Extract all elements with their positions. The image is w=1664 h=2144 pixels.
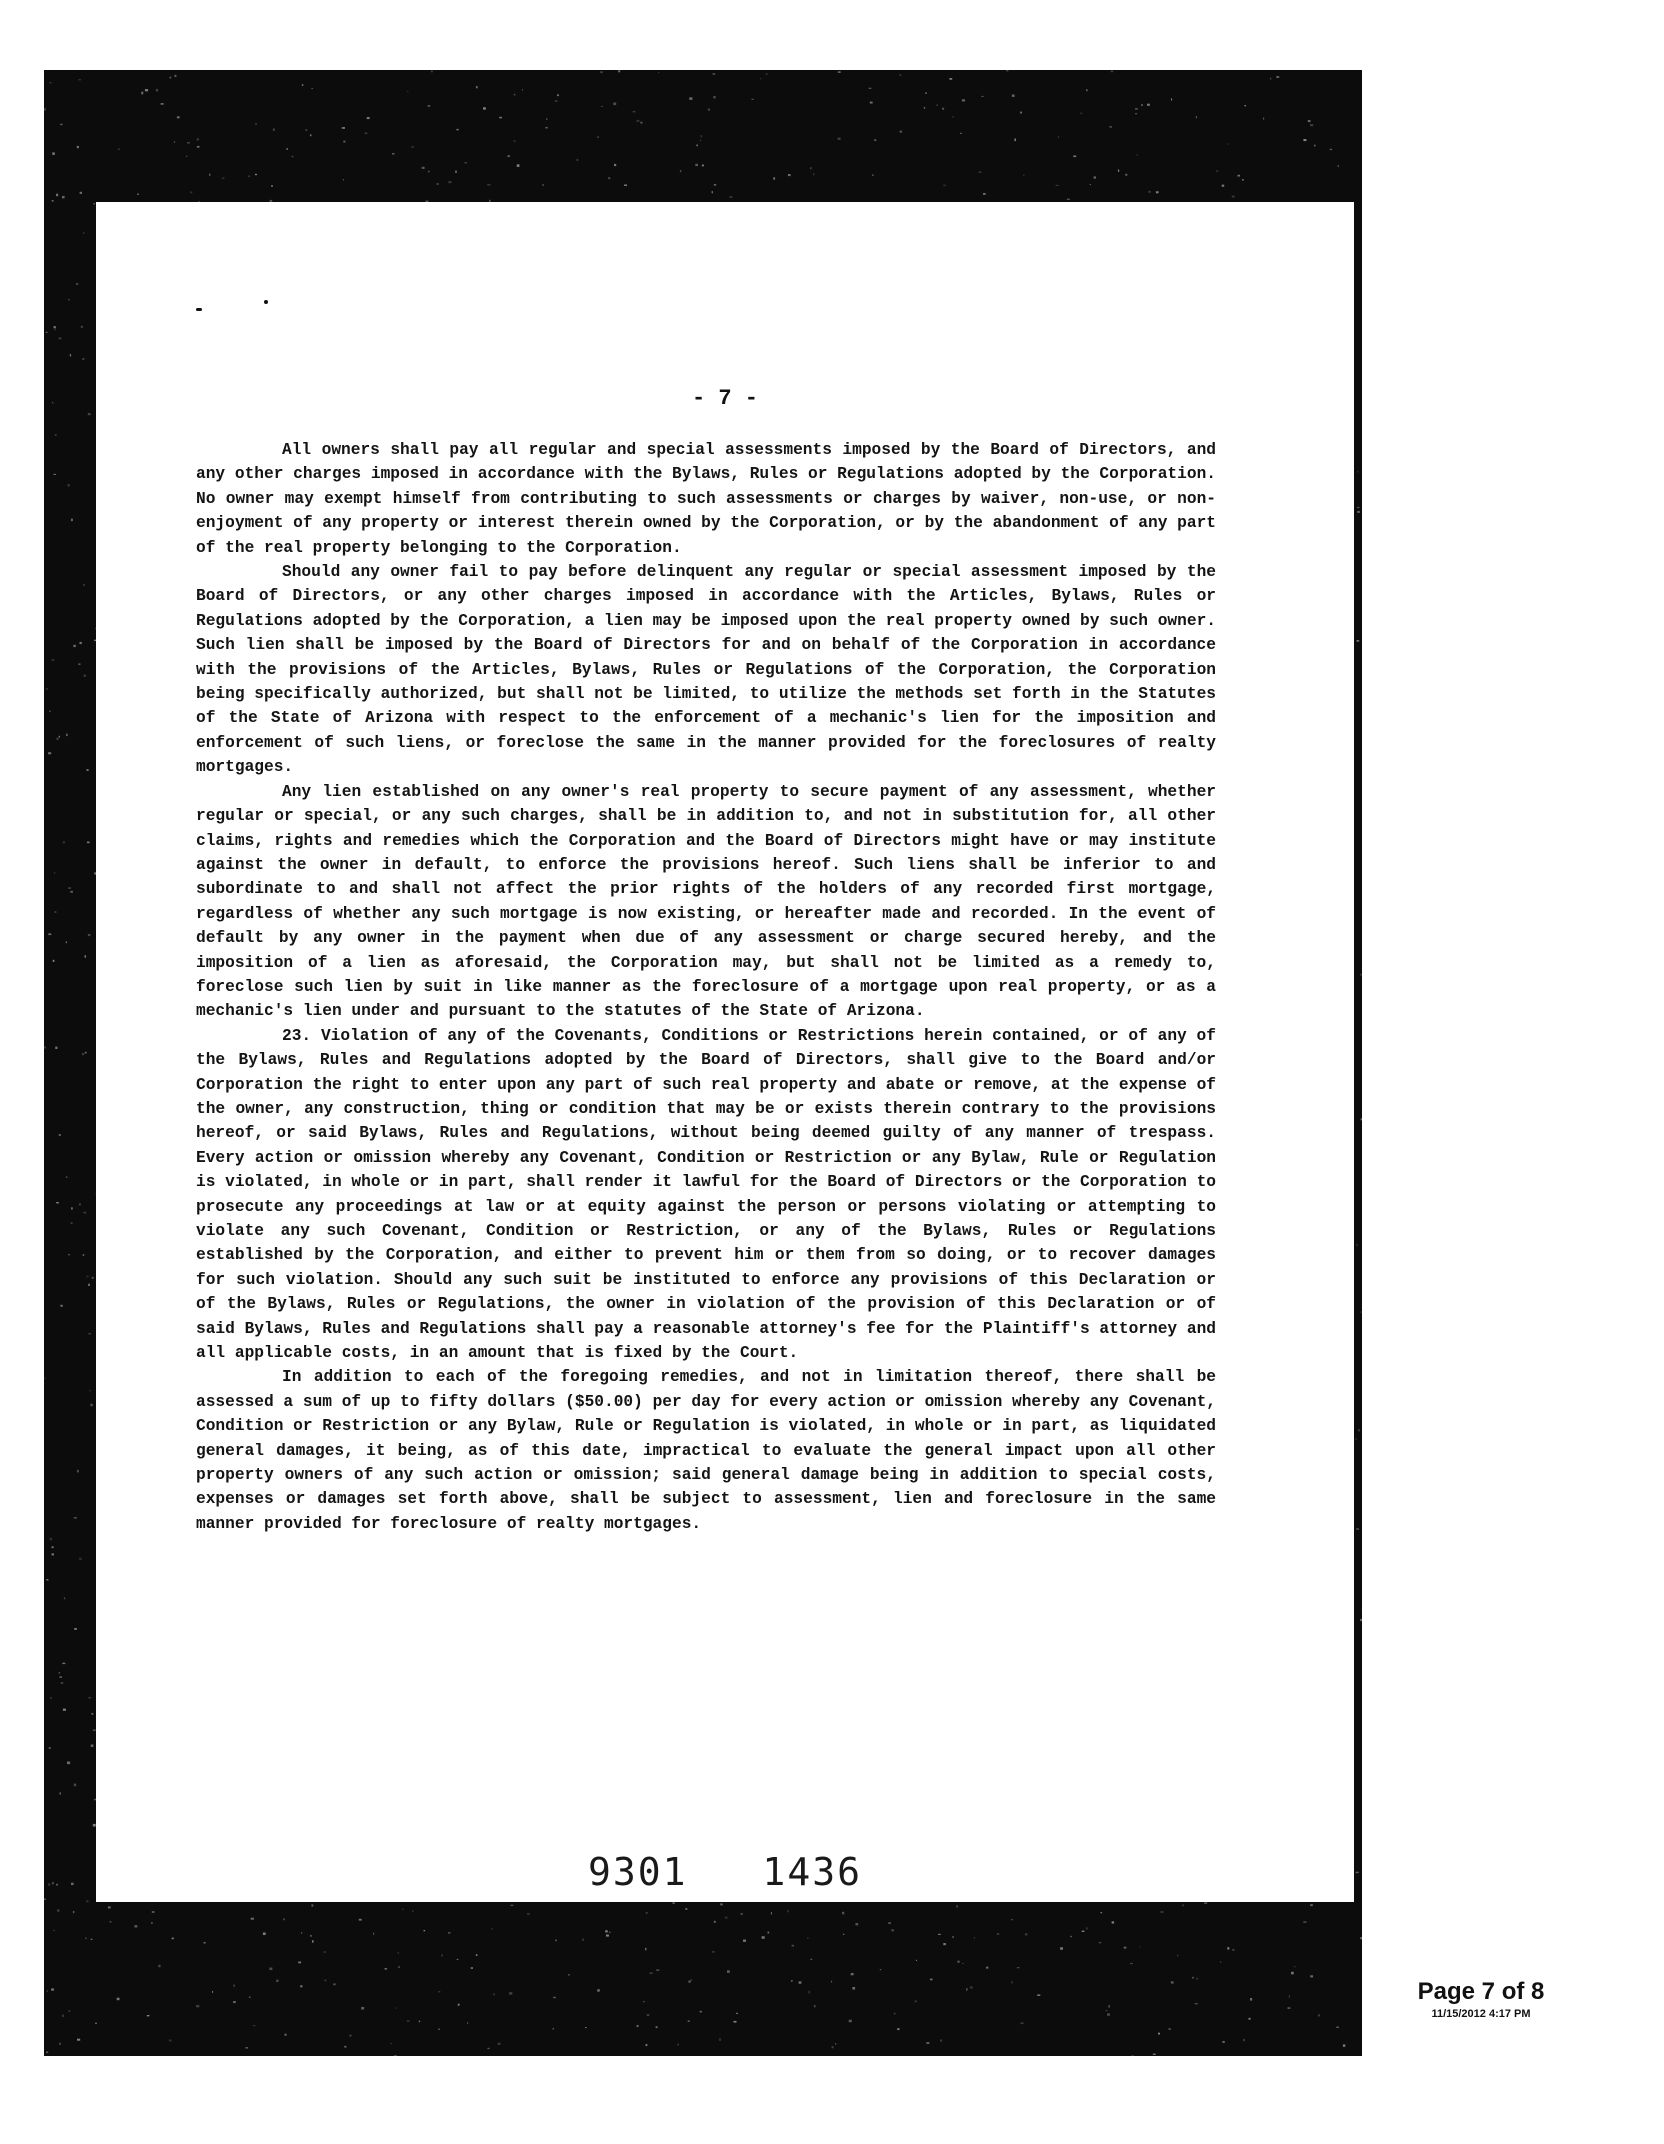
paragraph: All owners shall pay all regular and special assessments imposed by the Board of Directors, and any other charges imposed in accordance with the Bylaws, Rules or Regulations adopted by the Corporation. No owner may exempt himself from contributing to such assessments or charges by waiver, non-use, or non-enjoyment of any property or interest therein owned by the Corporation, or by the abandonment of any part of the real property belonging to the Corporation. xyxy=(196,441,1216,557)
paragraph: In addition to each of the foregoing remedies, and not in limitation thereof, there shall be assessed a sum of up to fifty dollars ($50.00) per day for every action or omission whereby any Covenant, Condition or Restriction or any Bylaw, Rule or Regulation is violated, in whole or in part, as liquidated general damages, it being, as of this date, impractical to evaluate the general impact upon all other property owners of any such action or omission; said general damage being in addition to special costs, expenses or damages set forth above, shall be subject to assessment, lien and foreclosure in the same manner provided for foreclosure of realty mortgages. xyxy=(196,1368,1216,1533)
recording-stamp: 9301 1436 xyxy=(588,1850,862,1894)
stray-mark xyxy=(264,300,268,304)
paragraph: 23. Violation of any of the Covenants, Conditions or Restrictions herein contained, or of any of the Bylaws, Rules and Regulations adopted by the Board of Directors, shall give to the Board and/or Corporation the right to enter upon any part of such real property and abate or remove, at the expense of the owner, any construction, thing or condition that may be or exists therein contrary to the provisions hereof, or said Bylaws, Rules and Regulations, without being deemed guilty of any manner of trespass. Every action or omission whereby any Covenant, Condition or Restriction or any Bylaw, Rule or Regulation is violated, in whole or in part, shall render it lawful for the Board of Directors or the Corporation to prosecute any proceedings at law or at equity against the person or persons violating or attempting to violate any such Covenant, Condition or Restriction, or any of the Bylaws, Rules or Regulations established by the Corporation, and either to prevent him or them from so doing, or to recover damages for such violation. Should any such suit be instituted to enforce any provisions of this Declaration or of the Bylaws, Rules or Regulations, the owner in violation of the provision of this Declaration or of said Bylaws, Rules and Regulations shall pay a reasonable attorney's fee for the Plaintiff's attorney and all applicable costs, in an amount that is fixed by the Court. xyxy=(196,1026,1216,1363)
print-timestamp: 11/15/2012 4:17 PM xyxy=(1431,2008,1531,2020)
paragraph: Any lien established on any owner's real property to secure payment of any assessment, whether regular or special, or any such charges, shall be in addition to, and not in substitution for, all other claims, rights and remedies which the Corporation and the Board of Directors might have or may institute against the owner in default, to enforce the provisions hereof. Such liens shall be inferior to and subordinate to and shall not affect the prior rights of the holders of any recorded first mortgage, regardless of whether any such mortgage is now existing, or hereafter made and recorded. In the event of default by any owner in the payment when due of any assessment or charge secured hereby, and the imposition of a lien as aforesaid, the Corporation may, but shall not be limited as a remedy to, foreclose such lien by suit in like manner as the foreclosure of a mortgage upon real property, or as a mechanic's lien under and pursuant to the statutes of the State of Arizona. xyxy=(196,782,1216,1021)
scanned-page-frame xyxy=(44,70,1362,2056)
document-body xyxy=(196,438,1216,1536)
stray-mark xyxy=(196,308,202,311)
document-page xyxy=(96,202,1354,1902)
paragraph: Should any owner fail to pay before delinquent any regular or special assessment imposed by the Board of Directors, or any other charges imposed in accordance with the Articles, Bylaws, Rules or Regulations adopted by the Corporation, a lien may be imposed upon the real property owned by such owner. Such lien shall be imposed by the Board of Directors for and on behalf of the Corporation in accordance with the provisions of the Articles, Bylaws, Rules or Regulations of the Corporation, the Corporation being specifically authorized, but shall not be limited, to utilize the methods set forth in the Statutes of the State of Arizona with respect to the enforcement of a mechanic's lien for the imposition and enforcement of such liens, or foreclose the same in the manner provided for the foreclosures of realty mortgages. xyxy=(196,563,1216,777)
page-indicator xyxy=(1396,1978,1566,2020)
page-number: - 7 - xyxy=(691,386,758,411)
page-label: Page 7 of 8 xyxy=(1417,1978,1545,2005)
